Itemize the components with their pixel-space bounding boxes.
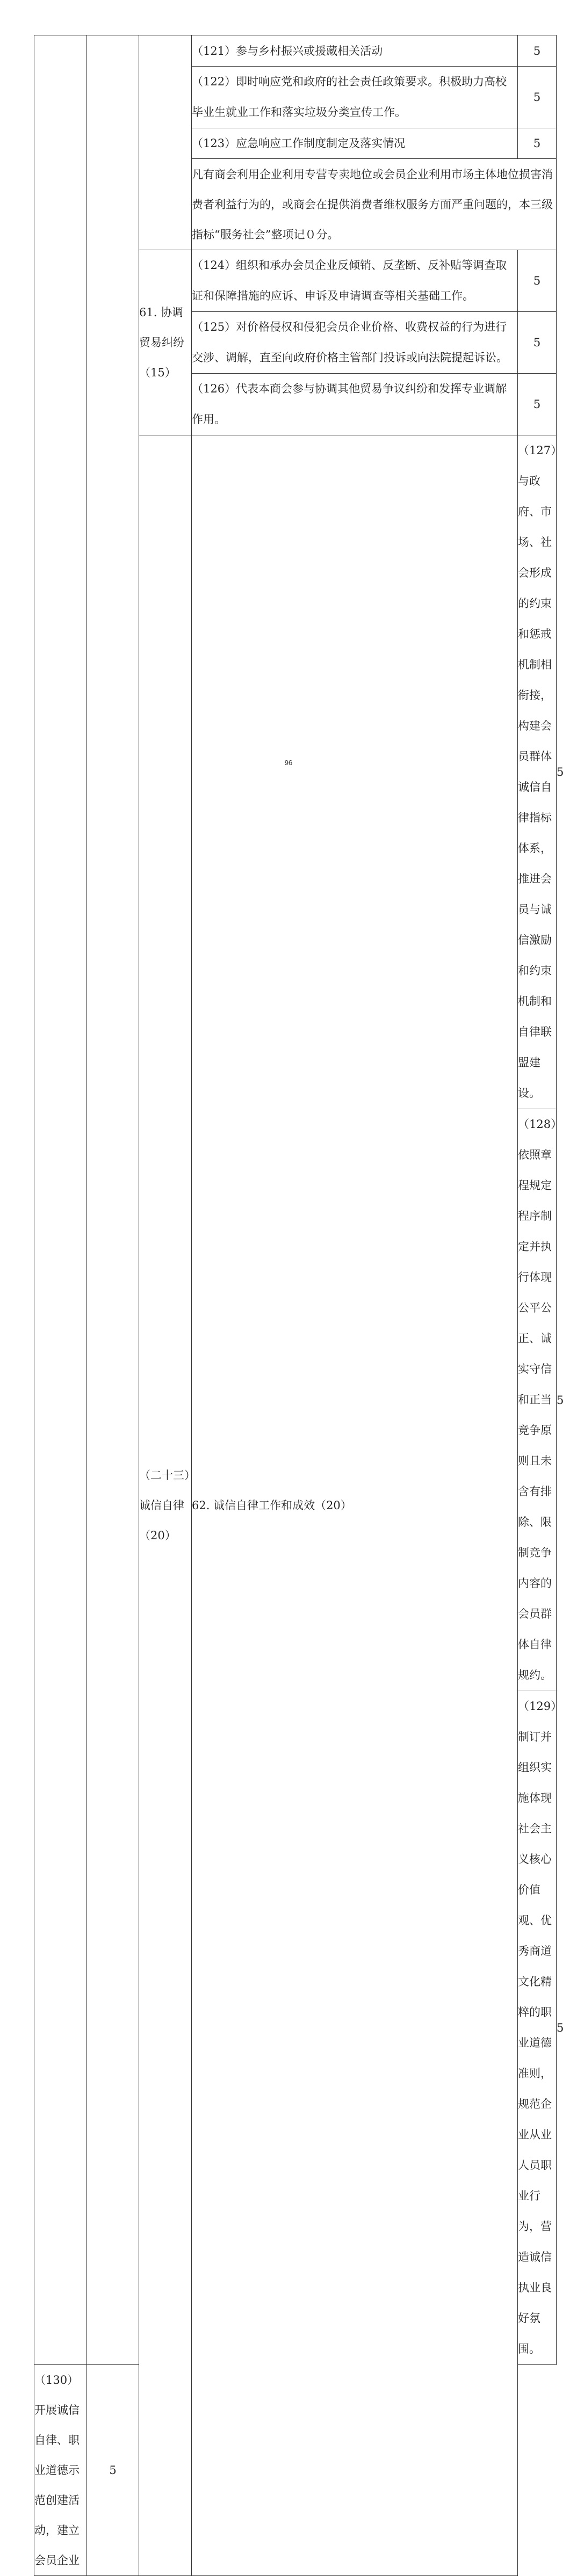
indicator-62: 62. 诚信自律工作和成效（20） [192,435,518,2576]
page-number: 96 [284,759,293,767]
indicator-61: 61. 协调贸易纠纷（15） [139,250,192,435]
item-125-score: 5 [518,312,557,374]
item-130-score: 5 [87,2365,139,2576]
item-121-text: （121）参与乡村振兴或援藏相关活动 [192,35,518,67]
item-122-text: （122）即时响应党和政府的社会责任政策要求。积极助力高校毕业生就业工作和落实垃圾分类宣传工作。 [192,67,518,128]
item-123-text: （123）应急响应工作制度制定及落实情况 [192,128,518,159]
item-121-score: 5 [518,35,557,67]
table-row: （二十三）诚信自律（20） 62. 诚信自律工作和成效（20） （127）与政府、市场、社会形成的约束和惩戒机制相衔接，构建会员群体诚信自律指标体系，推进会员与诚信激励和约束机制和自律联盟建设。 5 [34,435,557,1109]
item-122-score: 5 [518,67,557,128]
item-123-score: 5 [518,128,557,159]
item-125-text: （125）对价格侵权和侵犯会员企业价格、收费权益的行为进行交涉、调解，直至向政府价格主管部门投诉或向法院提起诉讼。 [192,312,518,374]
item-126-score: 5 [518,374,557,435]
item-128-text: （128）依照章程规定程序制定并执行体现公平公正、诚实守信和正当竞争原则且未含有排除、限制竞争内容的会员群体自律规约。 [518,1109,557,1691]
item-124-score: 5 [518,250,557,312]
item-127-text: （127）与政府、市场、社会形成的约束和惩戒机制相衔接，构建会员群体诚信自律指标体系，推进会员与诚信激励和约束机制和自律联盟建设。 [518,435,557,1109]
third-level-cell [139,35,192,250]
penalty-note: 凡有商会利用企业利用专营专卖地位或会员企业利用市场主体地位损害消费者利益行为的，或商会在提供消费者维权服务方面严重问题的，本三级指标“服务社会”整项记０分。 [192,159,557,250]
table-row: （129）制订并组织实施体现社会主义核心价值观、优秀商道文化精粹的职业道德准则，规范企业从业人员职业行为，营造诚信执业良好氛围。 5 [34,1691,557,2365]
item-126-text: （126）代表本商会参与协调其他贸易争议纠纷和发挥专业调解作用。 [192,374,518,435]
table-row [34,35,557,67]
item-124-text: （124）组织和承办会员企业反倾销、反垄断、反补贴等调查取证和保障措施的应诉、申诉及申请调查等相关基础工作。 [192,250,518,312]
second-level-cell [87,35,139,2365]
item-129-text: （129）制订并组织实施体现社会主义核心价值观、优秀商道文化精粹的职业道德准则，规范企业从业人员职业行为，营造诚信执业良好氛围。 [518,1691,557,2365]
category-23: （二十三）诚信自律（20） [139,435,192,2576]
table-row: （128）依照章程规定程序制定并执行体现公平公正、诚实守信和正当竞争原则且未含有排除、限制竞争内容的会员群体自律规约。 5 [34,1109,557,1691]
first-level-cell [34,35,87,2365]
item-130-text: （130）开展诚信自律、职业道德示范创建活动，建立会员企业 [34,2365,87,2576]
evaluation-table [34,35,564,2576]
